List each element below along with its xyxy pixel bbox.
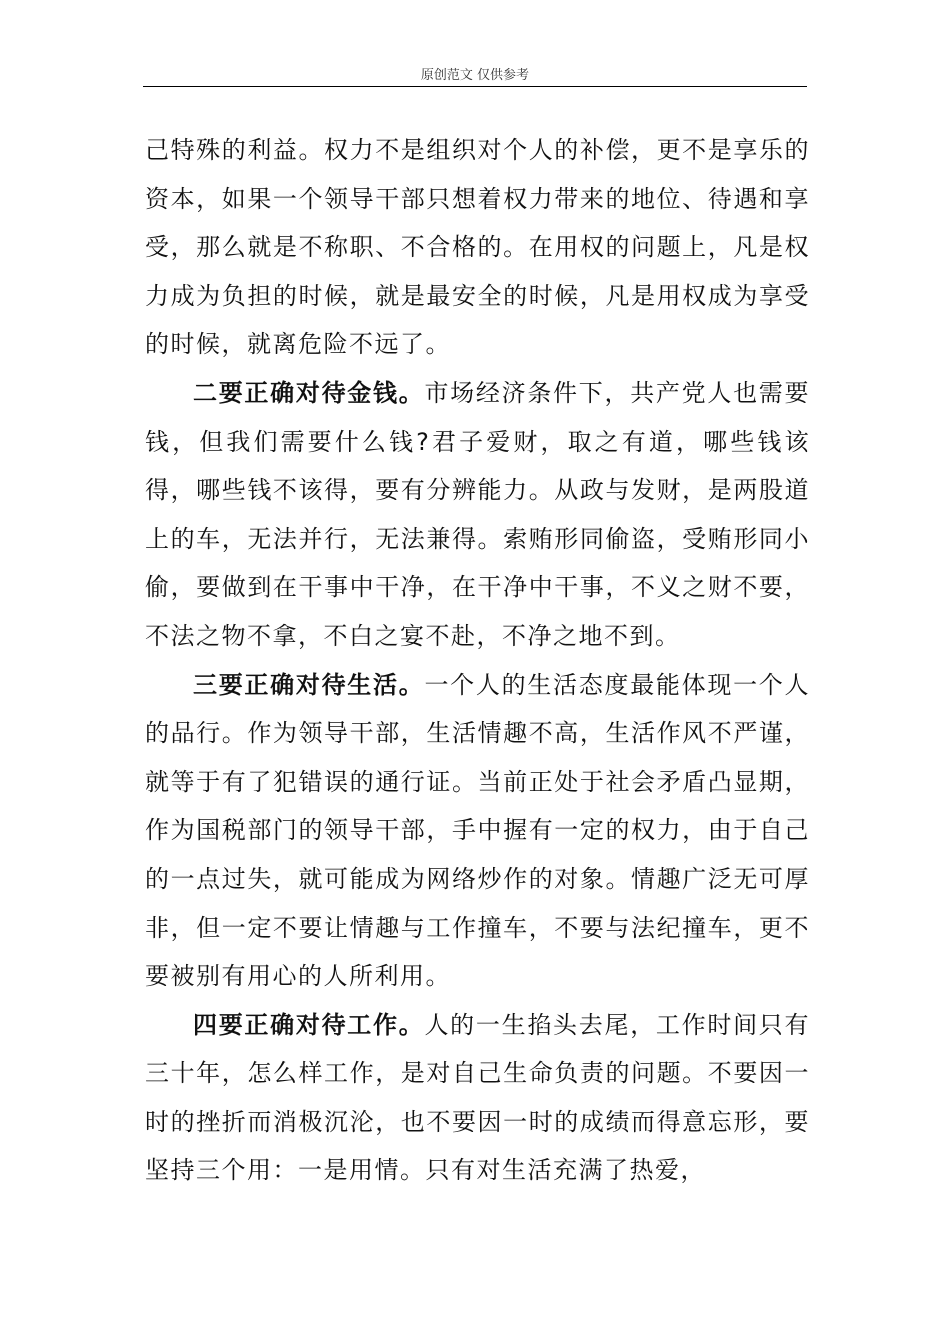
paragraph-text: 人的一生掐头去尾，工作时间只有三十年，怎么样工作，是对自己生命负责的问题。不要因一时的挫折而消极沉沦，也不要因一时的成绩而得意忘形，要坚持三个用：一是用情。只有对生活充满了热爱，	[145, 1010, 811, 1185]
paragraph-heading: 二要正确对待金钱。	[193, 378, 425, 407]
page-header: 原创范文 仅供参考	[420, 68, 530, 83]
header-divider	[143, 86, 807, 87]
paragraph-continuation	[145, 126, 810, 369]
paragraph-heading: 四要正确对待工作。	[193, 1010, 425, 1039]
paragraph-work	[145, 1001, 810, 1195]
paragraph-money	[145, 369, 810, 661]
paragraph-life	[145, 661, 810, 1001]
paragraph-text: 一个人的生活态度最能体现一个人的品行。作为领导干部，生活情趣不高，生活作风不严谨，就等于有了犯错误的通行证。当前正处于社会矛盾凸显期，作为国税部门的领导干部，手中握有一定的权力，由于自己的一点过失，就可能成为网络炒作的对象。情趣广泛无可厚非，但一定不要让情趣与工作撞车，不要与法纪撞车，更不要被别有用心的人所利用。	[145, 670, 811, 991]
paragraph-text: 市场经济条件下，共产党人也需要钱，但我们需要什么钱?君子爱财，取之有道，哪些钱该得，哪些钱不该得，要有分辨能力。从政与发财，是两股道上的车，无法并行，无法兼得。索贿形同偷盗，受贿形同小偷，要做到在干事中干净，在干净中干事，不义之财不要，不法之物不拿，不白之宴不赴，不净之地不到。	[145, 378, 811, 650]
paragraph-text: 己特殊的利益。权力不是组织对个人的补偿，更不是享乐的资本，如果一个领导干部只想着权力带来的地位、待遇和享受，那么就是不称职、不合格的。在用权的问题上，凡是权力成为负担的时候，就是最安全的时候，凡是用权成为享受的时候，就离危险不远了。	[145, 136, 810, 359]
document-body	[145, 126, 810, 1195]
paragraph-heading: 三要正确对待生活。	[193, 670, 425, 699]
